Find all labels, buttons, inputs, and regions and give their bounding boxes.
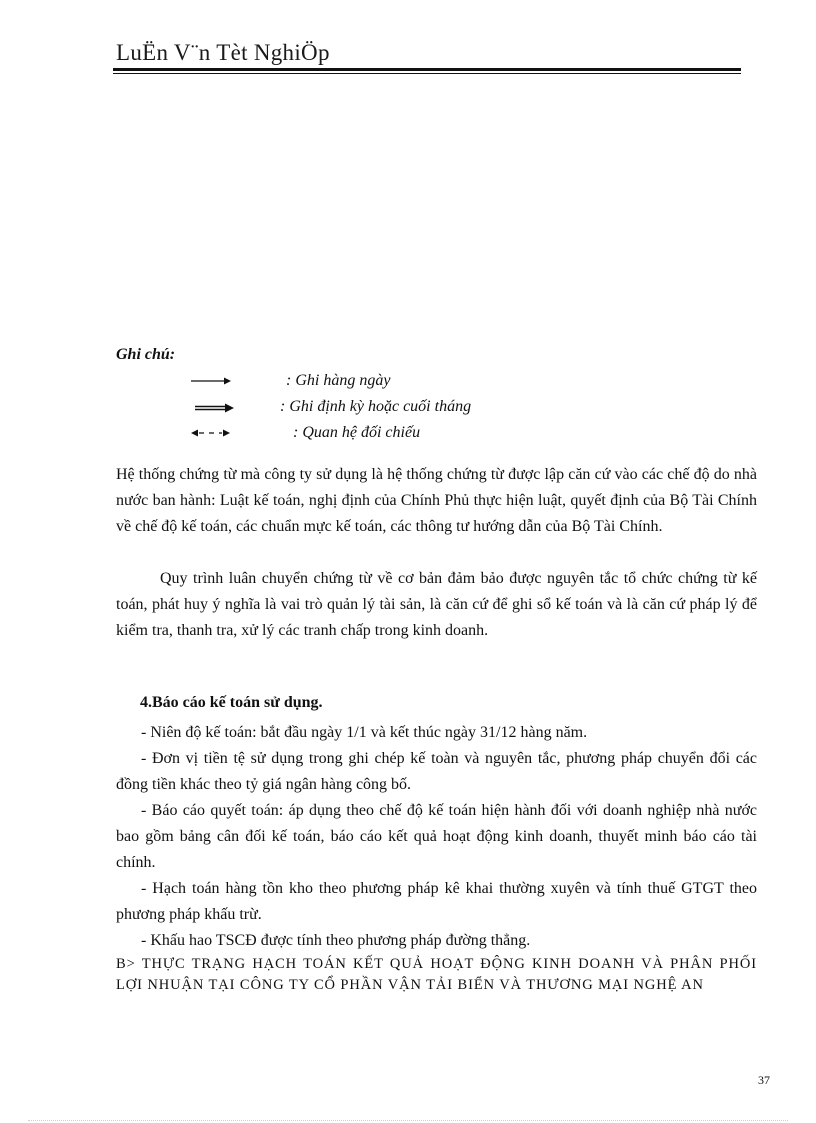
- legend-item-label: : Ghi hàng ngày: [286, 372, 391, 389]
- header-rule-thin: [113, 73, 741, 74]
- body-paragraph: Hệ thống chứng từ mà công ty sử dụng là hệ thống chứng từ được lập căn cứ vào các chế độ do nhà nước ban hành: Luật kế toán, nghị định của Chính Phủ thực hiện luật, quyết định của Bộ Tài Chính về chế độ kế toán, các chuẩn mực kế toán, các thông tư hướng dẫn của Bộ Tài Chính.: [116, 466, 757, 535]
- double-arrow-icon: [194, 401, 236, 420]
- body-paragraph: Quy trình luân chuyển chứng từ về cơ bản đảm bảo được nguyên tắc tổ chức chứng từ kế toán, phát huy ý nghĩa là vai trò quản lý tài sản, là căn cứ để ghi sổ kế toán và là căn cứ pháp lý để kiểm tra, thanh tra, xử lý các tranh chấp trong kinh doanh.: [116, 570, 757, 639]
- legend-item-label: : Ghi định kỳ hoặc cuối tháng: [280, 398, 472, 415]
- section-heading: [140, 694, 323, 712]
- chapter-heading: B> THỰC TRẠNG HẠCH TOÁN KẾT QUẢ HOẠT ĐỘNG KINH DOANH VÀ PHÂN PHỐI LỢI NHUẬN TẠI CÔNG TY CỔ PHẦN VẬN TẢI BIỂN VÀ THƯƠNG MẠI NGHỆ AN: [116, 956, 757, 993]
- list-item: - Báo cáo quyết toán: áp dụng theo chế độ kế toán hiện hành đối với doanh nghiệp nhà nước bao gồm bảng cân đối kế toán, báo cáo kết quả hoạt động kinh doanh, thuyết minh báo cáo tài chính.: [116, 802, 757, 871]
- list-item: - Đơn vị tiền tệ sử dụng trong ghi chép kế toàn và nguyên tắc, phương pháp chuyển đổi các đồng tiền khác theo tỷ giá ngân hàng công bố.: [116, 750, 757, 793]
- legend-item-daily: [190, 372, 520, 392]
- page-number: 37: [758, 1073, 770, 1087]
- section-number: 4.: [140, 694, 152, 711]
- legend-item-label: : Quan hệ đối chiếu: [293, 424, 421, 441]
- header-title: LuËn V¨n Tèt NghiÖp: [116, 40, 330, 65]
- list-item: - Hạch toán hàng tồn kho theo phương pháp kê khai thường xuyên và tính thuế GTGT theo phương pháp khấu trừ.: [116, 880, 757, 923]
- section-title: Báo cáo kế toán sử dụng.: [152, 694, 323, 711]
- list-item: - Niên độ kế toán: bắt đầu ngày 1/1 và kết thúc ngày 31/12 hàng năm.: [141, 724, 588, 741]
- legend-item-reconcile: [190, 424, 520, 444]
- legend-item-periodic: [194, 398, 524, 418]
- list-item: - Khấu hao TSCĐ được tính theo phương pháp đường thẳng.: [141, 932, 531, 949]
- header-rule-thick: [113, 68, 741, 71]
- footer-divider: [28, 1120, 788, 1121]
- dashed-double-arrow-icon: [190, 426, 232, 445]
- thin-arrow-icon: [190, 374, 232, 393]
- legend-title: Ghi chú:: [116, 346, 176, 363]
